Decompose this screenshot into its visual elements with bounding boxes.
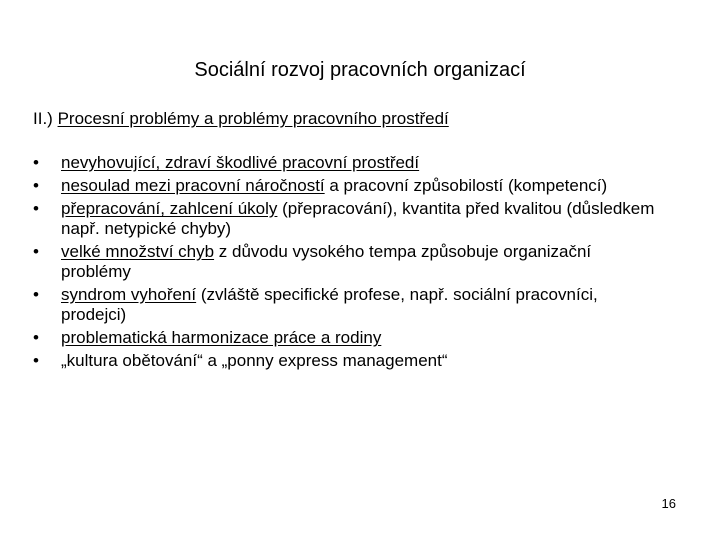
bullet-item xyxy=(0,176,661,196)
bullet-text: „kultura obětování“ a „ponny express management“ xyxy=(61,351,448,370)
bullet-dot: • xyxy=(33,351,39,370)
bullet-item xyxy=(0,285,661,325)
bullet-text: (zvláště specifické profese, např. sociální pracovníci, prodejci) xyxy=(61,285,598,324)
bullet-item xyxy=(0,242,661,282)
bullet-underlined-text: syndrom vyhoření xyxy=(61,285,197,304)
page-number: 16 xyxy=(661,496,676,511)
bullet-list xyxy=(0,153,720,374)
bullet-dot: • xyxy=(33,328,39,347)
slide-title: Sociální rozvoj pracovních organizací xyxy=(194,59,526,81)
subtitle-prefix: II.) xyxy=(33,109,58,128)
bullet-item xyxy=(0,199,661,239)
bullet-underlined-text: problematická harmonizace práce a rodiny xyxy=(61,328,382,347)
bullet-text: (přepracování), kvantita před kvalitou (důsledkem např. netypické chyby) xyxy=(61,199,655,238)
bullet-item xyxy=(0,351,661,371)
bullet-dot: • xyxy=(33,176,39,195)
bullet-dot: • xyxy=(33,199,39,218)
subtitle-underlined: Procesní problémy a problémy pracovního prostředí xyxy=(57,109,449,128)
slide-subtitle xyxy=(33,108,449,130)
bullet-underlined-text: nesoulad mezi pracovní náročností xyxy=(61,176,325,195)
bullet-underlined-text: přepracování, zahlcení úkoly xyxy=(61,199,278,218)
bullet-dot: • xyxy=(33,153,39,172)
bullet-text: z důvodu vysokého tempa způsobuje organizační problémy xyxy=(61,242,592,281)
bullet-dot: • xyxy=(33,242,39,261)
bullet-underlined-text: velké množství chyb xyxy=(61,242,215,261)
bullet-underlined-text: nevyhovující, zdraví škodlivé pracovní prostředí xyxy=(61,153,420,172)
bullet-text: a pracovní způsobilostí (kompetencí) xyxy=(324,176,608,195)
bullet-dot: • xyxy=(33,285,39,304)
bullet-item xyxy=(0,328,661,348)
bullet-item xyxy=(0,153,661,173)
